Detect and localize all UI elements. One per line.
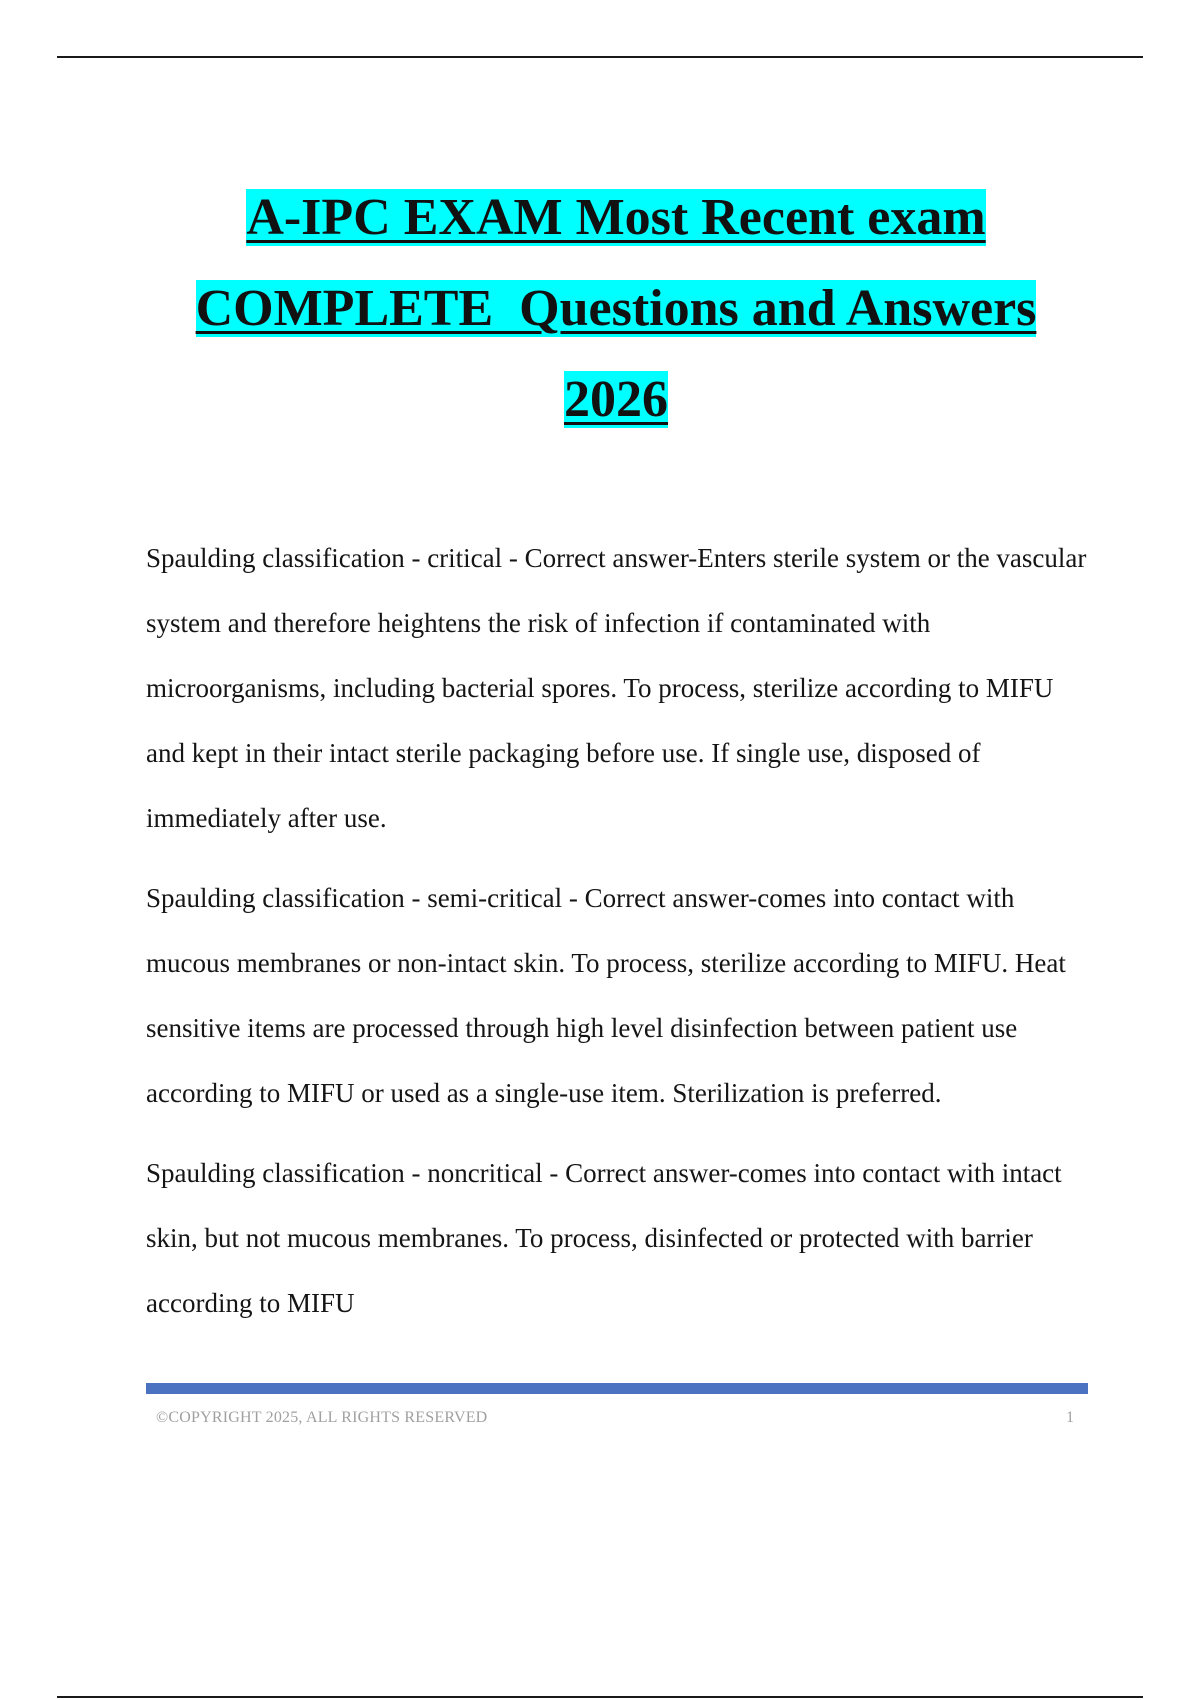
- qa-entry-semi-critical: Spaulding classification - semi-critical - Correct answer-comes into contact with mucous membranes or non-intact skin. To process, sterilize according to MIFU. Heat sensitive items are processed through high level disinfection between patient use according to MIFU or used as a single-use item. Sterilization is preferred.: [146, 883, 1066, 1108]
- footer-bar: [146, 1383, 1088, 1394]
- qa-entry-critical: Spaulding classification - critical - Correct answer-Enters sterile system or the vascular system and therefore heightens the risk of infection if contaminated with microorganisms, including bacterial spores. To process, sterilize according to MIFU and kept in their intact sterile packaging before use. If single use, disposed of immediately after use.: [146, 543, 1087, 833]
- bottom-rule: [57, 1696, 1143, 1698]
- footer-copyright: ©COPYRIGHT 2025, ALL RIGHTS RESERVED: [156, 1409, 488, 1426]
- qa-entry-noncritical: Spaulding classification - noncritical - Correct answer-comes into contact with intact skin, but not mucous membranes. To process, disinfected or protected with barrier according to MIFU: [146, 1158, 1062, 1318]
- qa-list: [146, 526, 1096, 1351]
- footer-page-number: 1: [1066, 1409, 1074, 1426]
- document-title: [120, 172, 1112, 445]
- title-line-2: COMPLETE Questions and Answers: [195, 280, 1037, 337]
- title-line-1: A-IPC EXAM Most Recent exam: [246, 189, 986, 246]
- top-rule: [57, 56, 1143, 58]
- title-line-3: 2026: [564, 371, 668, 428]
